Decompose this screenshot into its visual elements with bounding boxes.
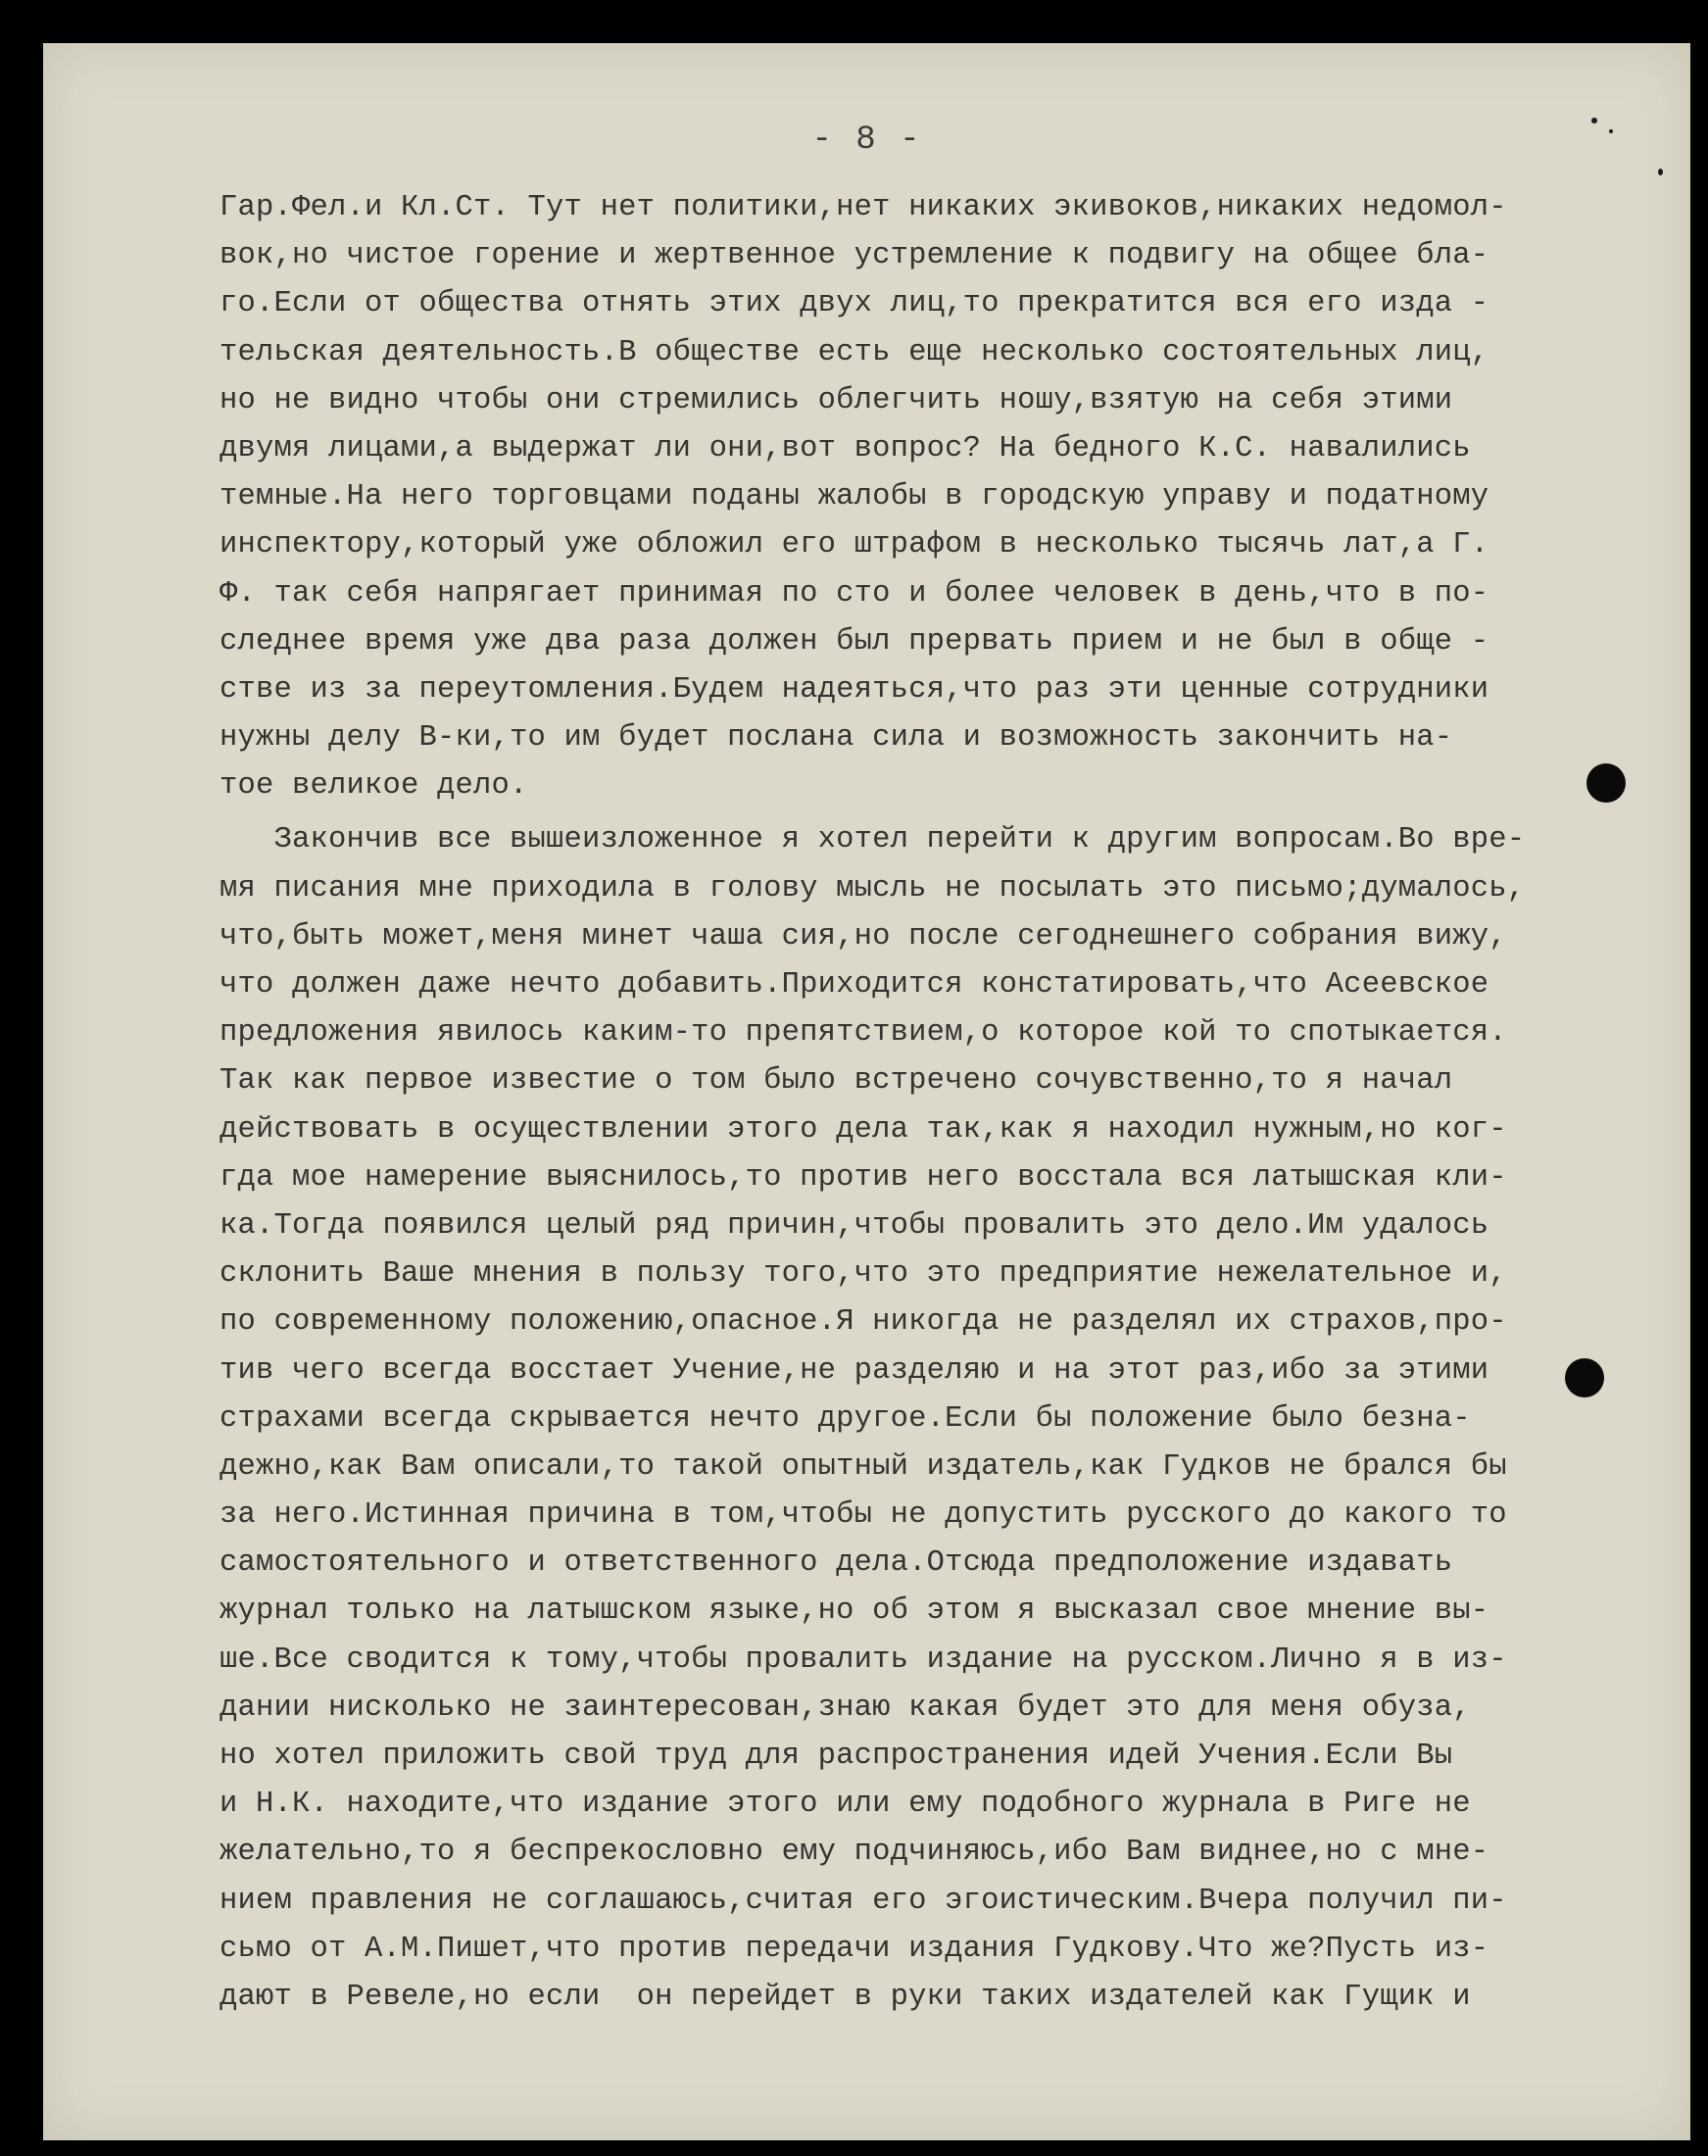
text-line: Ф. так себя напрягает принимая по сто и более человек в день,что в по-: [220, 576, 1489, 611]
text-line: действовать в осуществлении этого дела так,как я находил нужным,но ког-: [220, 1112, 1507, 1147]
text-line: но не видно чтобы они стремились облегчить ношу,взятую на себя этими: [220, 383, 1453, 417]
text-line: мя писания мне приходила в голову мысль не посылать это письмо;думалось,: [220, 871, 1526, 906]
text-line: ше.Все сводится к тому,чтобы провалить издание на русском.Лично я в из-: [220, 1642, 1507, 1677]
text-line: стве из за переутомления.Будем надеяться,что раз эти ценные сотрудники: [220, 672, 1489, 707]
text-line: темные.На него торговцами поданы жалобы в городскую управу и податному: [220, 480, 1489, 514]
page-number: - 8 -: [811, 122, 922, 159]
text-line: страхами всегда скрывается нечто другое.Если бы положение было безна-: [220, 1401, 1471, 1436]
ink-speck: [1658, 169, 1663, 175]
text-line: дают в Ревеле,но если он перейдет в руки таких издателей как Гущик и: [220, 1980, 1471, 2014]
text-line: но хотел приложить свой труд для распространения идей Учения.Если Вы: [220, 1740, 1453, 1773]
ink-speck: [1591, 118, 1597, 123]
text-line: дежно,как Вам описали,то такой опытный издатель,как Гудков не брался бы: [220, 1449, 1507, 1484]
text-line: сьмо от А.М.Пишет,что против передачи издания Гудкову.Что же?Пусть из-: [220, 1932, 1489, 1966]
paragraph-1: [220, 184, 1689, 810]
punch-hole: [1565, 1358, 1604, 1397]
text-line: нием правления не соглашаюсь,считая его эгоистическим.Вчера получил пи-: [220, 1884, 1507, 1918]
text-line: за него.Истинная причина в том,чтобы не допустить русского до какого то: [220, 1498, 1507, 1533]
text-line: гда мое намерение выяснилось,то против него восстала вся латышская кли-: [220, 1160, 1507, 1195]
text-line: Так как первое известие о том было встречено сочувственно,то я начал: [220, 1064, 1453, 1099]
ink-speck: [1609, 129, 1613, 133]
body-text: [220, 184, 1689, 2022]
text-line: желательно,то я беспрекословно ему подчиняюсь,ибо Вам виднее,но с мне-: [220, 1836, 1489, 1870]
text-line: ка.Тогда появился целый ряд причин,чтобы провалить это дело.Им удалось: [220, 1208, 1489, 1243]
text-line: предложения явилось каким-то препятствием,о которое кой то спотыкается.: [220, 1016, 1507, 1051]
text-line: двумя лицами,а выдержат ли они,вот вопрос? На бедного К.С. навалились: [220, 431, 1471, 466]
text-line: дании нисколько не заинтересован,знаю какая будет это для меня обуза,: [220, 1690, 1471, 1725]
text-line: вок,но чистое горение и жертвенное устремление к подвигу на общее бла-: [220, 239, 1489, 273]
paragraph-2: [220, 816, 1689, 2022]
text-line: что,быть может,меня минет чаша сия,но после сегоднешнего собрания вижу,: [220, 919, 1507, 954]
text-line: что должен даже нечто добавить.Приходится констатировать,что Асеевское: [220, 968, 1489, 1002]
text-line: инспектору,который уже обложил его штрафом в несколько тысячь лат,а Г.: [220, 528, 1489, 563]
text-line: склонить Ваше мнения в пользу того,что это предприятие нежелательное и,: [220, 1257, 1507, 1292]
text-line: по современному положению,опасное.Я никогда не разделял их страхов,про-: [220, 1305, 1507, 1340]
text-line: тельская деятельность.В обществе есть еще несколько состоятельных лиц,: [220, 335, 1489, 369]
text-line: и Н.К. находите,что издание этого или ему подобного журнала в Риге не: [220, 1788, 1471, 1822]
document-page: [43, 43, 1690, 2140]
punch-hole: [1586, 763, 1626, 803]
text-line: самостоятельного и ответственного дела.Отсюда предположение издавать: [220, 1546, 1453, 1581]
text-line: журнал только на латышском языке,но об этом я высказал свое мнение вы-: [220, 1594, 1489, 1629]
text-line: следнее время уже два раза должен был прервать прием и не был в обще -: [220, 624, 1489, 659]
text-line: Закончив все вышеизложенное я хотел перейти к другим вопросам.Во вре-: [220, 823, 1526, 858]
text-line: Гар.Фел.и Кл.Ст. Тут нет политики,нет никаких экивоков,никаких недомол-: [220, 191, 1507, 224]
text-line: тив чего всегда восстает Учение,не разделяю и на этот раз,ибо за этими: [220, 1353, 1489, 1388]
text-line: го.Если от общества отнять этих двух лиц,то прекратится вся его изда -: [220, 287, 1489, 321]
text-line: тое великое дело.: [220, 769, 528, 804]
text-line: нужны делу В-ки,то им будет послана сила и возможность закончить на-: [220, 721, 1453, 756]
